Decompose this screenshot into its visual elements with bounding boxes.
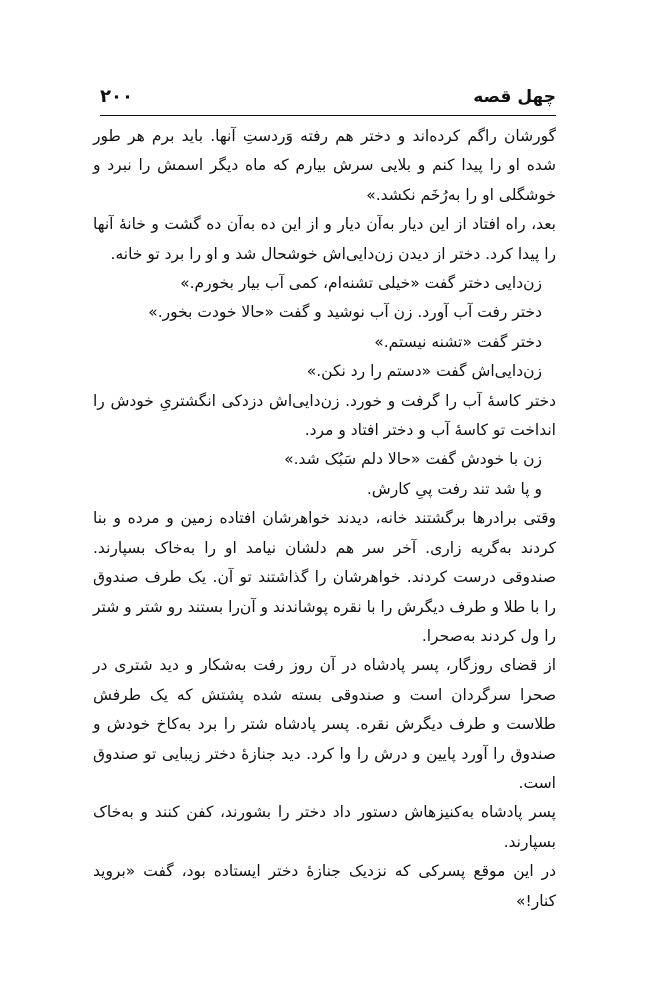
body-text xyxy=(93,122,556,916)
paragraph: زن‌دایی دختر گفت «خیلی تشنه‌ام، کمی آب بیار بخورم.» xyxy=(180,274,542,293)
paragraph: و پا شد تند رفت پیِ کارش. xyxy=(366,479,542,498)
paragraph: وقتی برادرها برگشتند خانه، دیدند خواهرشان افتاده زمین و مرده و بنا کردند به‌گریه زاری. آخر سر هم دلشان نیامد او را به‌خاک بسپارند. صندوقی درست کردند. خواهرشان را گذاشتند تو آن. یک طرف صندوق را با طلا و طرف دیگرش را با نقره پوشاندند و آن‌را بستند رو شتر و شتر را ول کردند به‌صحرا. xyxy=(92,509,556,645)
page-header xyxy=(100,84,556,114)
paragraph: دختر رفت آب آورد. زن آب نوشید و گفت «حالا خودت بخور.» xyxy=(148,303,542,322)
paragraph: زن با خودش گفت «حالا دلم سَبُک شد.» xyxy=(284,450,542,469)
paragraph: بعد، راه افتاد از این دیار به‌آن دیار و از این ده به‌آن ده گشت و خانهٔ آنها را پیدا کرد. دختر از دیدن زن‌دایی‌اش خوشحال شد و او را برد تو خانه. xyxy=(93,215,556,263)
paragraph: دختر کاسهٔ آب را گرفت و خورد. زن‌دایی‌اش دزدکی انگشتریِ خودش را انداخت تو کاسهٔ آب و دختر افتاد و مرد. xyxy=(93,391,556,440)
header-rule xyxy=(100,115,556,116)
paragraph: از قضای روزگار، پسر پادشاه در آن روز رفت به‌شکار و دید شتری در صحرا سرگردان است و صندوقی بسته شده پشتش که یک طرفش طلاست و طرف دیگرش نقره. پسر پادشاه شتر را برد به‌کاخ خودش و صندوق را آورد پایین و درش را وا کرد. دید جنازهٔ دختر زیبایی تو صندوق است. xyxy=(93,656,556,792)
paragraph: دختر گفت «تشنه نیستم.» xyxy=(374,332,542,351)
paragraph: گورشان راگم کرده‌اند و دختر هم رفته وَردستِ آنها. باید برم هر طور شده او را پیدا کنم و بلایی سرش بیارم که ماه دیگر اسمش را نبرد و خوشگلی او را به‌رُخَم نکشد.» xyxy=(93,127,556,204)
running-title: چهل قصه xyxy=(473,87,556,107)
paragraph: در این موقع پسرکی که نزدیک جنازهٔ دختر ایستاده بود، گفت «بروید کنار!» xyxy=(93,862,556,910)
paragraph: زن‌دایی‌اش گفت «دستم را رد نکن.» xyxy=(306,362,542,381)
page-number: ۲۰۰ xyxy=(100,86,133,107)
paragraph: پسر پادشاه به‌کنیزهاش دستور داد دختر را بشورند، کفن کنند و به‌خاک بسپارند. xyxy=(93,803,556,851)
